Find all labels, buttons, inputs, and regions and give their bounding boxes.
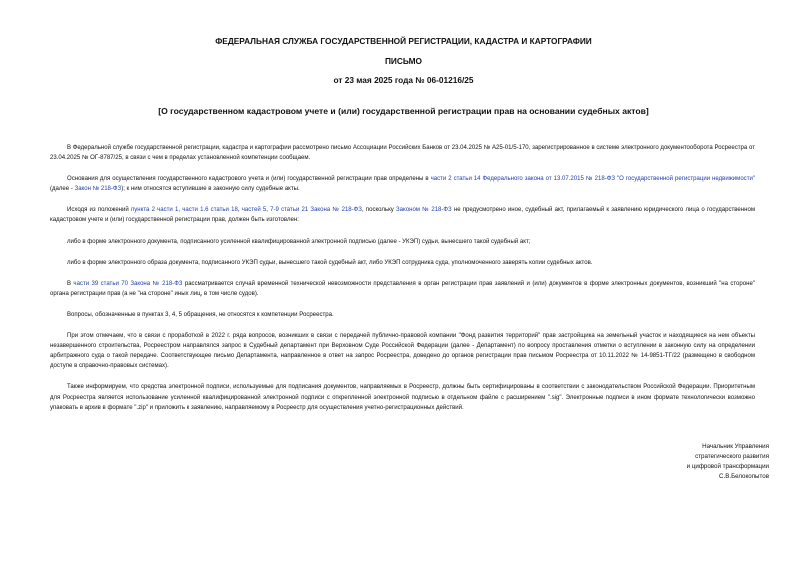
text-span: не предусмотрено иное, судебный акт, прилагаемый к заявлению юридического лица о государственном кадастровом учете и (или) государственной регистрации прав, должен быть изготовлен: [50,207,755,224]
text-span: ); к ним относятся вступившие в законную силу судебные акты. [121,186,300,193]
organization-name: ФЕДЕРАЛЬНАЯ СЛУЖБА ГОСУДАРСТВЕННОЙ РЕГИСТРАЦИИ, КАДАСТРА И КАРТОГРАФИИ [215,36,592,46]
paragraph-7: Вопросы, обозначенные в пунктах 3, 4, 5 обращения, не относятся к компетенции Росреестра. [67,311,334,318]
link-art21-parts7-9[interactable]: 7-9 статьи 21 Закона № 218-ФЗ [270,207,362,214]
text-span: рассматривается случай временной технической невозможности представления в орган регистрации прав заявлений и (или) документов в форме электронных документов, возникший "на стороне" органа регистрации прав (а не "на стороне" иных лиц, в том числе судов). [50,280,755,297]
paragraph-5: либо в форме электронного образа документа, подписанного УКЭП судьи, вынесшего такой судебный акт, либо УКЭП сотрудника суда, уполномоченного заверять копии судебных актов. [67,259,593,266]
document-title: [О государственном кадастровом учете и (или) государственной регистрации прав на основании судебных актов] [158,106,649,116]
link-art21-part5[interactable]: частей 5 [241,207,267,214]
link-218fz-art14[interactable]: части 2 статьи 14 Федерального закона от 13.07.2015 № 218-ФЗ "О государственной регистрации недвижимости" [430,176,756,183]
text-span: В [67,280,74,287]
link-art70-part39[interactable]: части 39 статьи 70 Закона № 218-ФЗ [73,280,183,287]
document-date-number: от 23 мая 2025 года № 06-01216/25 [333,75,474,85]
paragraph-2 [50,174,755,194]
signature-position-line3: и цифровой трансформации [686,463,769,470]
link-218fz[interactable]: Закон № 218-ФЗ [74,186,122,193]
text-span: Исходя из положений [67,207,131,214]
link-218fz-law[interactable]: Законом № 218-ФЗ [396,207,452,214]
signature-position-line2: стратегического развития [695,453,769,460]
document-type: ПИСЬМО [384,56,423,66]
paragraph-4: либо в форме электронного документа, подписанного усиленной квалифицированной электронной подписью (далее - УКЭП) судьи, вынесшего такой судебный акт; [67,238,531,245]
paragraph-8: При этом отмечаем, что в связи с проработкой в 2022 г. ряда вопросов, возникших в связи с передачей публично-правовой компании "Фонд развития территорий" прав застройщика на земельный участок и находящиеся на нем объекты незавершенного строительства, Росреестром направлялся запрос в Судебный департамент при Верховном Суде Российской Федерации (далее - Департамент) по вопросу проставления отметки о вступлении в законную силу на определении арбитражного суда о такой передаче. Соответствующее письмо Департамента, направленное в ответ на запрос Росреестра, доведено до органов регистрации прав письмом Росреестра от 10.11.2022 № 14-9851-ТГ/22 (размещено в свободном доступе в справочно-правовых системах). [50,333,755,370]
text-span: (далее - [50,186,75,193]
paragraph-1: В Федеральной службе государственной регистрации, кадастра и картографии рассмотрено письмо Ассоциации Российских Банков от 23.04.2025 № А25-01/5-170, зарегистрированное в системе электронного документооборота Росреестра от 23.04.2025 № ОГ-8787/25, в связи с чем в пределах установленной компетенции сообщаем. [50,145,755,162]
signature-name: С.В.Белокопытов [719,473,769,480]
paragraph-3 [50,205,755,225]
text-span: , [266,207,271,214]
link-art18[interactable]: пункта 2 части 1, части 1.6 статьи 18 [130,207,238,214]
document-body [50,143,755,424]
text-span: Основания для осуществления государственного кадастрового учета и (или) государственной регистрации прав определены в [67,176,431,183]
text-span: , поскольку [361,207,397,214]
signature-block [687,442,769,482]
text-span: , [237,207,242,214]
signature-position-line1: Начальник Управления [702,443,769,450]
paragraph-9: Также информируем, что средства электронной подписи, используемые для подписания документов, направляемых в Росреестр, должны быть сертифицированы в соответствии с законодательством Российской Федерации. Приоритетным для Росреестра является использование усиленной квалифицированной электронной подписи с открепленной электронной подписью в отдельном файле с расширением ".sig". Электронные подписи в ином формате технологически возможно упаковать в архив в формате ".zip" и приложить к заявлению, направляемому в Росреестр для осуществления учетно-регистрационных действий. [50,384,755,411]
paragraph-6 [50,279,755,299]
